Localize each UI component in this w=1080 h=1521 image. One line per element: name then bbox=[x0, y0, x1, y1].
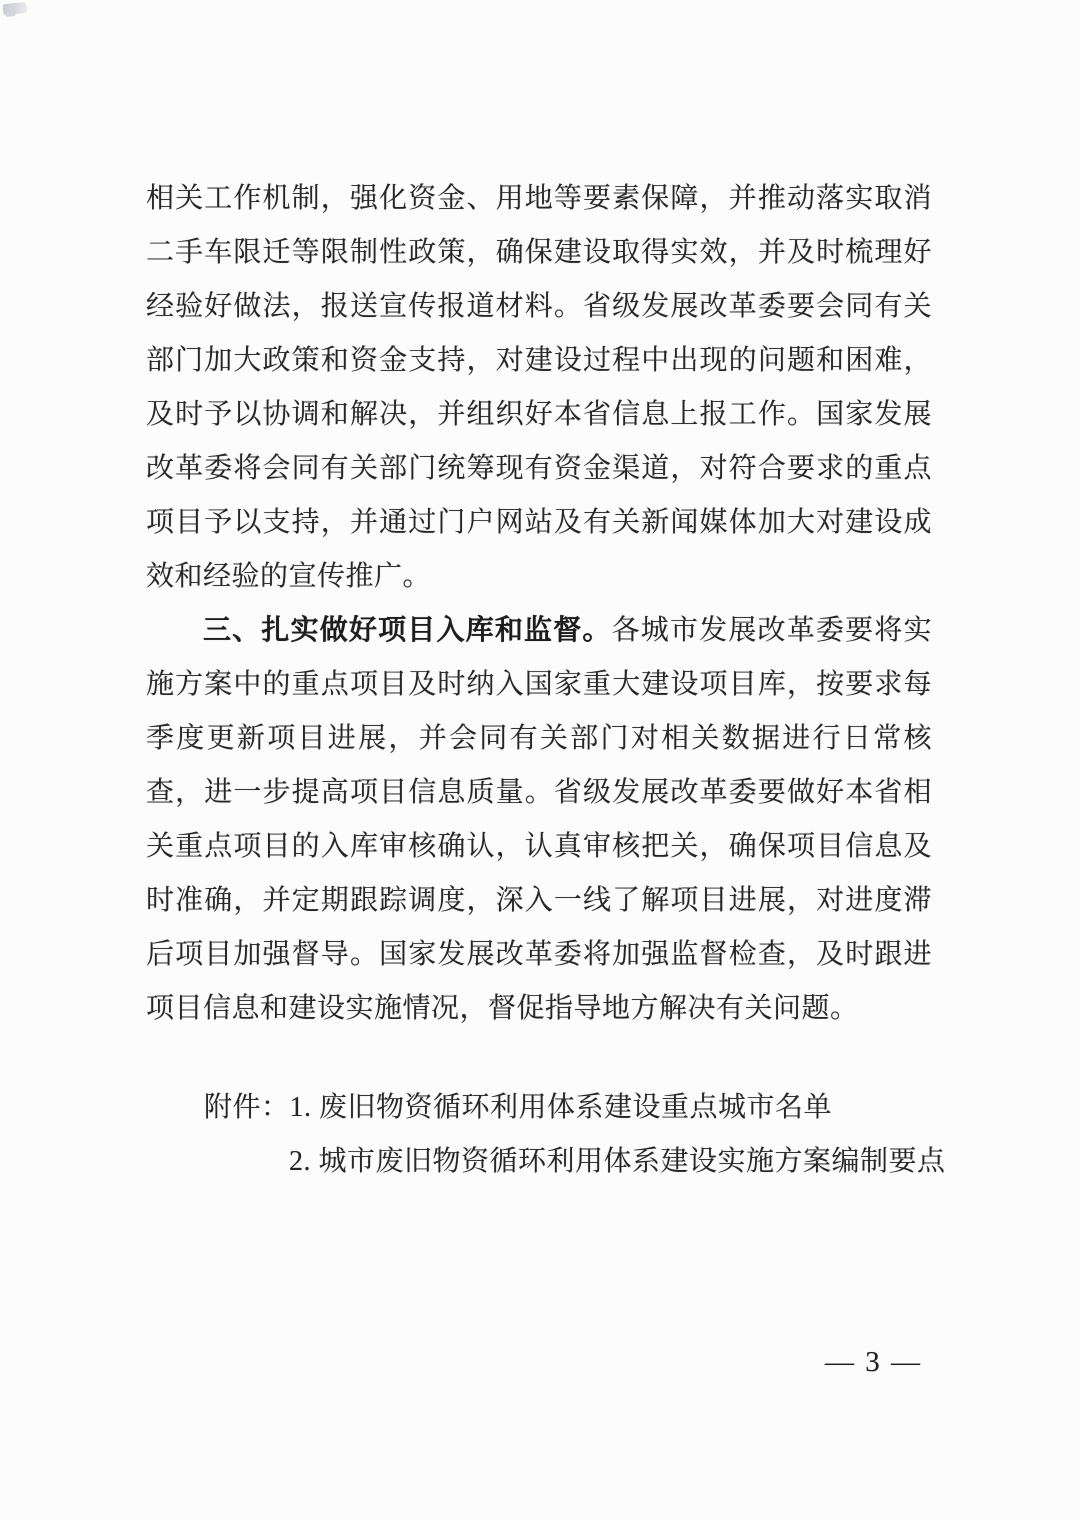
scan-smudge-artifact bbox=[2, 2, 27, 15]
section-body-text: 各城市发展改革委要将实施方案中的重点项目及时纳入国家重大建设项目库，按要求每季度更新项目进展，并会同有关部门对相关数据进行日常核查，进一步提高项目信息质量。省级发展改革委要做好本省相关重点项目的入库审核确认，认真审核把关，确保项目信息及时准确，并定期跟踪调度，深入一线了解项目进展，对进度滞后项目加强督导。国家发展改革委将加强监督检查，及时跟进项目信息和建设实施情况，督促指导地方解决有关问题。 bbox=[146, 615, 932, 1024]
attachments-block bbox=[204, 1081, 946, 1189]
document-body bbox=[146, 172, 932, 1036]
paragraph-continuation: 相关工作机制，强化资金、用地等要素保障，并推动落实取消二手车限迁等限制性政策，确保建设取得实效，并及时梳理好经验好做法，报送宣传报道材料。省级发展改革委要会同有关部门加大政策和资金支持，对建设过程中出现的问题和困难，及时予以协调和解决，并组织好本省信息上报工作。国家发展改革委将会同有关部门统筹现有资金渠道，对符合要求的重点项目予以支持，并通过门户网站及有关新闻媒体加大对建设成效和经验的宣传推广。 bbox=[146, 183, 932, 592]
section-heading: 三、扎实做好项目入库和监督。 bbox=[203, 615, 612, 646]
page-number: — 3 — bbox=[825, 1346, 922, 1378]
attachment-item-1: 1. 废旧物资循环利用体系建设重点城市名单 bbox=[289, 1092, 833, 1123]
attachment-label: 附件： bbox=[204, 1092, 290, 1123]
attachment-row-1 bbox=[204, 1081, 946, 1135]
section-paragraph bbox=[146, 604, 932, 1036]
attachment-item-2: 2. 城市废旧物资循环利用体系建设实施方案编制要点 bbox=[289, 1146, 946, 1177]
attachment-row-2 bbox=[204, 1135, 946, 1189]
